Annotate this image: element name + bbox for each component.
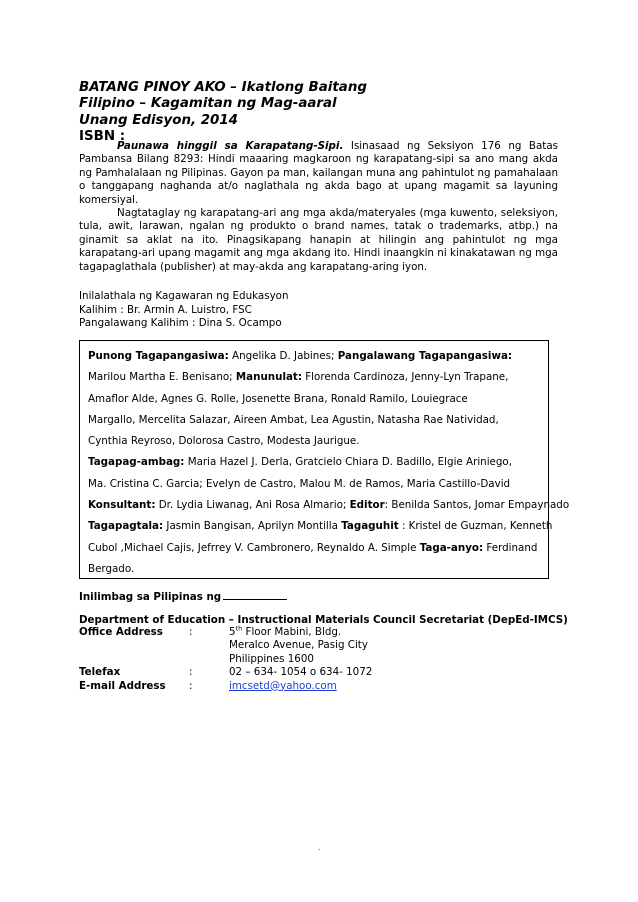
office-line-1 (229, 626, 341, 639)
credits-line: Margallo, Mercelita Salazar, Aireen Ambat, Lea Agustin, Natasha Rae Natividad, (88, 413, 499, 426)
copyright-lead: Paunawa hinggil sa Karapatang-Sipi. (117, 140, 344, 152)
publisher-block (79, 290, 289, 331)
writers-label: Manunulat: (235, 371, 302, 384)
credits-line: Bergado. (88, 562, 135, 575)
consultant-value: Dr. Lydia Liwanag, Ani Rosa Almario; (158, 499, 347, 512)
undersecretary-line: Pangalawang Kalihim : Dina S. Ocampo (79, 317, 282, 330)
floor-number: 5 (229, 626, 236, 638)
colon: : (189, 626, 193, 638)
credits-line: Amaflor Alde, Agnes G. Rolle, Josenette Brana, Ronald Ramilo, Louiegrace (88, 392, 468, 405)
credits-line: Ma. Cristina C. Garcia; Evelyn de Castro, Malou M. de Ramos, Maria Castillo-David (88, 477, 511, 490)
consultant-label: Konsultant: (88, 499, 156, 512)
department-name: Department of Education – Instructional Materials Council Secretariat (DepEd-IMCS) (79, 614, 568, 626)
ownership-body: Nagtataglay ng karapatang-ari ang mga akda/materyales (mga kuwento, seleksiyon, tula, awit, larawan, ngalan ng produkto o brand names, tatak o trademarks, atbp.) na ginamit sa aklat na ito. Pinagsikapang hanapin at hilingin ang pahintulot ng mga karapatang-ari upang magamit ang mga akdang ito. Hindi inaangkin ni kinakatawan ng mga tagapaglathala (publisher) at may-akda ang karapatang-aring iyon. (79, 207, 558, 273)
printed-in-label: Inilimbag sa Pilipinas ng (79, 591, 222, 603)
layout-value: Jasmin Bangisan, Aprilyn Montilla (166, 520, 338, 533)
telefax-label: Telefax (79, 666, 121, 679)
credits-line (88, 538, 558, 559)
printed-in-line (79, 588, 287, 603)
layout-label: Tagapagtala: (88, 520, 164, 533)
floor-suffix: th (235, 624, 243, 633)
book-title-block (79, 80, 367, 146)
head-value: Angelika D. Jabines; (232, 350, 335, 362)
credits-line (88, 495, 570, 516)
copyright-notice (79, 140, 558, 207)
reviewers-value: Maria Hazel J. Derla, Gratcielo Chiara D. Badillo, Elgie Ariniego, (187, 456, 513, 469)
designer-value: Ferdinand (486, 541, 538, 554)
office-line-1-rest: Floor Mabini, Bldg. (245, 626, 342, 638)
colon: : (189, 666, 193, 679)
footer-mark: . (318, 843, 321, 852)
copyright-body: Isinasaad ng Seksiyon 176 ng Batas Pambansa Bilang 8293: Hindi maaaring magkaroon ng karapatang-sipi sa ano mang akda ng Pamhalalaan ng Pilipinas. Gayon pa man, kailangan muna ang pahintulot ng pamahalaan o tanggapang naghanda at/o naglathala ng akda bago at upang magamit sa layuning komersiyal. (79, 140, 559, 206)
colon: : (189, 679, 193, 692)
credits-line (88, 367, 558, 388)
office-line-3: Philippines 1600 (229, 652, 314, 665)
telefax-value: 02 – 634- 1054 o 634- 1072 (229, 666, 373, 679)
edition: Unang Edisyon, 2014 (79, 112, 238, 128)
editor-label: Editor (349, 499, 385, 512)
book-title: BATANG PINOY AKO – Ikatlong Baitang (79, 80, 367, 95)
vice-label: Pangalawang Tagapangasiwa: (337, 350, 513, 362)
illustrator-value-2: Cubol ,Michael Cajis, Jefrrey V. Cambronero, Reynaldo A. Simple (88, 541, 417, 554)
printer-blank (223, 588, 287, 600)
credits-line (88, 452, 558, 473)
illustrator-value: : Kristel de Guzman, Kenneth (401, 520, 553, 533)
credits-text (88, 346, 570, 580)
secretary-line: Kalihim : Br. Armin A. Luistro, FSC (79, 303, 252, 316)
illustrator-label: Tagaguhit (341, 520, 399, 533)
vice-value: Marilou Martha E. Benisano; (88, 371, 233, 384)
office-label: Office Address (79, 626, 163, 638)
book-subtitle: Filipino – Kagamitan ng Mag-aaral (79, 96, 337, 112)
reviewers-label: Tagapag-ambag: (88, 456, 185, 469)
office-line-2: Meralco Avenue, Pasig City (229, 639, 368, 652)
email-label: E-mail Address (79, 679, 166, 692)
credits-line (88, 516, 558, 537)
ownership-notice (79, 207, 558, 274)
email-link[interactable]: imcsetd@yahoo.com (229, 679, 337, 692)
writers-value: Florenda Cardinoza, Jenny-Lyn Trapane, (305, 371, 509, 384)
head-label: Punong Tagapangasiwa: (88, 350, 229, 362)
publisher-line: Inilalathala ng Kagawaran ng Edukasyon (79, 290, 289, 302)
editor-value: : Benilda Santos, Jomar Empaynado (384, 499, 570, 512)
isbn-label: ISBN : (79, 129, 126, 145)
designer-label: Taga-anyo: (419, 541, 484, 554)
credits-line: Cynthia Reyroso, Dolorosa Castro, Modesta Jaurigue. (88, 435, 360, 448)
credits-line (88, 346, 558, 367)
